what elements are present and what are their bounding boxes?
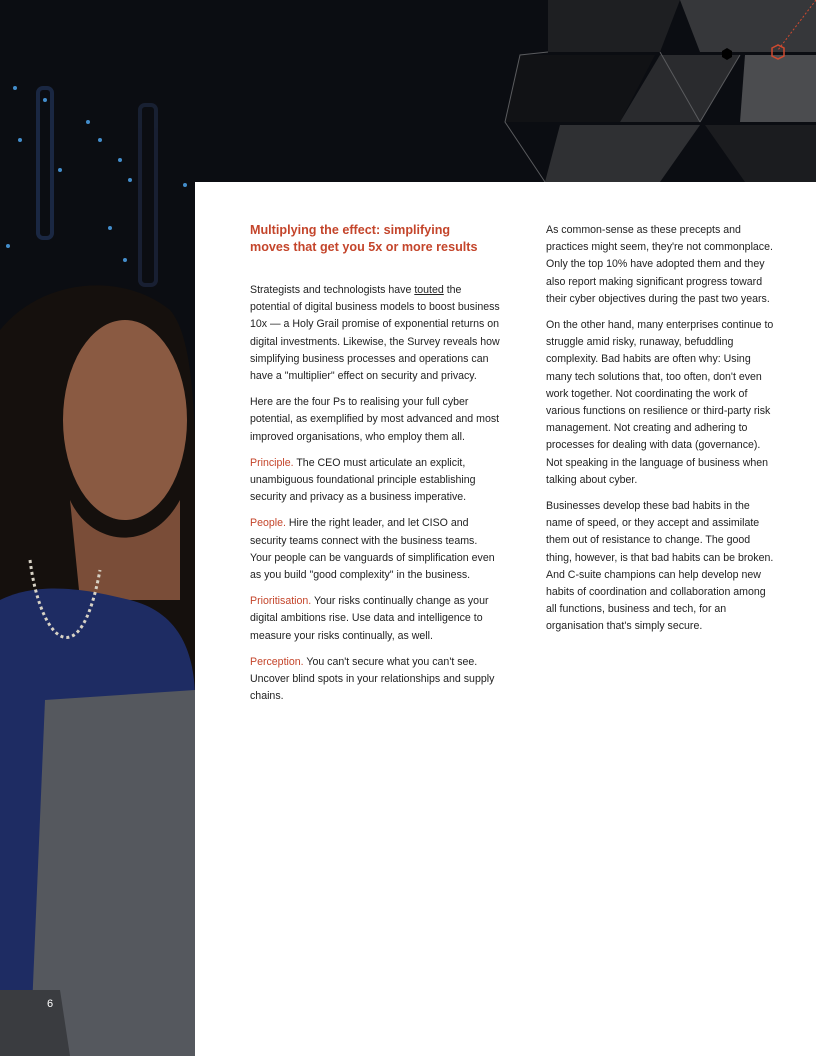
heading-line-1: Multiplying the effect: simplifying	[250, 223, 451, 237]
principle-label: Principle.	[250, 456, 294, 469]
right-paragraph-3: Businesses develop these bad habits in the name of speed, or they accept and assimilate them out of resistance to change. The good thing, however, is that bad habits can be broken. And C-suite champions can help develop new habits of coordination and collaboration among all functions, business and tech, for an organisation that's simply secure.	[546, 500, 774, 633]
principle-paragraph: Principle. The CEO must articulate an explicit, unambiguous foundational principle establishing security and privacy as a business imperative.	[250, 456, 476, 504]
content-panel	[195, 182, 816, 1056]
right-column	[546, 222, 774, 645]
left-column	[250, 222, 500, 714]
page-number: 6	[47, 998, 54, 1010]
right-paragraph-2: On the other hand, many enterprises continue to struggle amid risky, runaway, befuddling complexity. Bad habits are often why: Using many tech solutions that, too often, don't even work together. Not coordinating the work of various functions on resilience or third-party risk management. Not creating and adhering to processes for dealing with data (governance). Not speaking in the language of business when talking about cyber.	[546, 319, 774, 486]
touted-link[interactable]: touted	[414, 284, 444, 296]
woman-face	[63, 320, 187, 520]
heading-line-2: moves that get you 5x or more results	[250, 240, 478, 254]
people-paragraph: People. Hire the right leader, and let CISO and security teams connect with the business teams. Your people can be vanguards of simplification even as you build "good complexity" in the business.	[250, 517, 495, 582]
right-paragraph-1: As common-sense as these precepts and practices might seem, they're not commonplace. Only the top 10% have adopted them and they also report making significant progress toward their cyber objectives during the past two years.	[546, 224, 773, 305]
perception-label: Perception.	[250, 655, 304, 668]
perception-paragraph: Perception. You can't secure what you can't see. Uncover blind spots in your relationships and supply chains.	[250, 655, 495, 703]
four-ps-intro: Here are the four Ps to realising your full cyber potential, as exemplified by most advanced and most improved organisations, who employ them all.	[250, 396, 500, 443]
prioritisation-label: Prioritisation.	[250, 595, 312, 608]
section-heading	[250, 222, 500, 256]
people-label: People.	[250, 517, 286, 530]
intro-paragraph: Strategists and technologists have touted the potential of digital business models to boost business 10x — a Holy Grail promise of exponential returns on digital investments. Likewise, the Survey reveals how simplifying business processes and operations can have a "multiplier" effect on security and privacy.	[250, 284, 500, 383]
prioritisation-paragraph: Prioritisation. Your risks continually change as your digital ambitions rise. Use data and intelligence to measure your risks continually, as well.	[250, 595, 489, 642]
